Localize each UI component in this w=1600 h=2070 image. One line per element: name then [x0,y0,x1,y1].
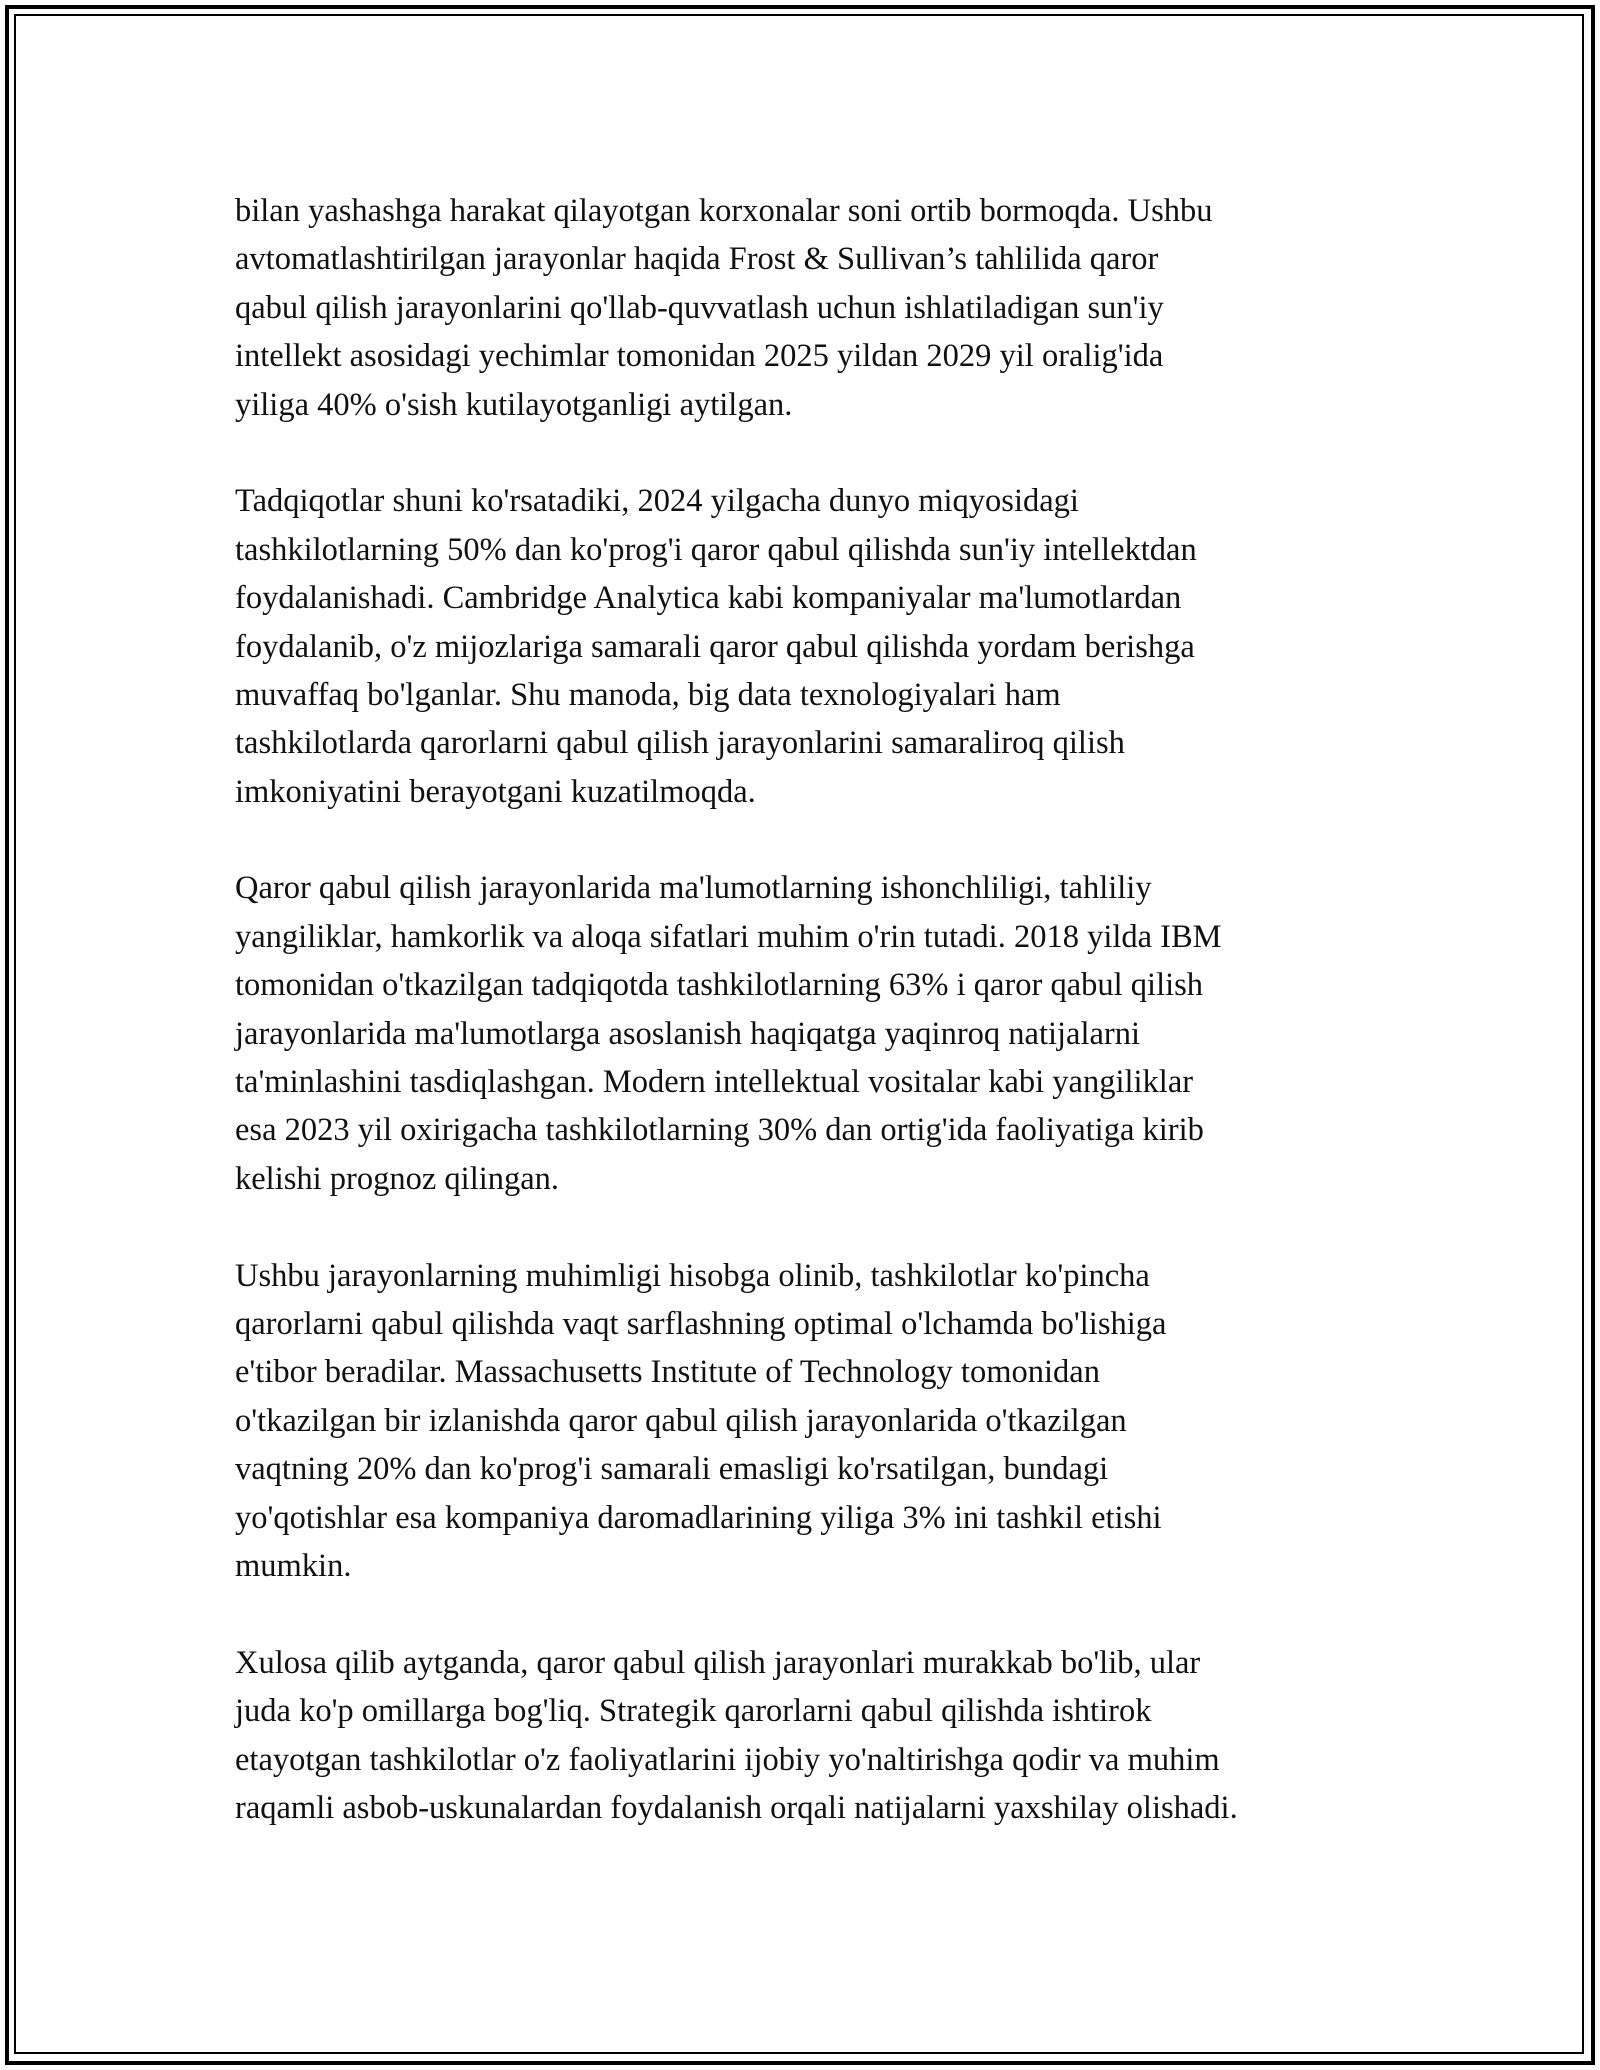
document-body [235,187,1385,1881]
text-line: Xulosa qilib aytganda, qaror qabul qilish jarayonlari murakkab bo'lib, ular [235,1644,1201,1681]
text-line: jarayonlarida ma'lumotlarga asoslanish haqiqatga yaqinroq natijalarni [235,1015,1141,1052]
text-line: vaqtning 20% dan ko'prog'i samarali emasligi ko'rsatilgan, bundagi [235,1451,1109,1488]
text-line: bilan yashashga harakat qilayotgan korxonalar soni ortib bormoqda. Ushbu [235,193,1213,229]
text-line: kelishi prognoz qilingan. [235,1160,560,1197]
text-line: qarorlarni qabul qilishda vaqt sarflashning optimal o'lchamda bo'lishiga [235,1305,1167,1342]
text-line: tashkilotlarning 50% dan ko'prog'i qaror qabul qilishda sun'iy intellektdan [235,531,1197,568]
text-line: imkoniyatini berayotgani kuzatilmoqda. [235,773,756,810]
text-line: etayotgan tashkilotlar o'z faoliyatlarini ijobiy yo'naltirishga qodir va muhim [235,1741,1220,1778]
text-line: tomonidan o'tkazilgan tadqiqotda tashkilotlarning 63% i qaror qabul qilish [235,967,1204,1004]
text-line: Ushbu jarayonlarning muhimligi hisobga olinib, tashkilotlar ko'pincha [235,1257,1150,1294]
text-line: e'tibor beradilar. Massachusetts Institute of Technology tomonidan [235,1354,1100,1391]
text-line: raqamli asbob-uskunalardan foydalanish orqali natijalarni yaxshilay olishadi. [235,1789,1238,1826]
text-line: Tadqiqotlar shuni ko'rsatadiki, 2024 yilgacha dunyo miqyosidagi [235,483,1079,520]
text-line: o'tkazilgan bir izlanishda qaror qabul qilish jarayonlarida o'tkazilgan [235,1402,1127,1439]
paragraph-1 [235,187,1385,429]
text-line: juda ko'p omillarga bog'liq. Strategik qarorlarni qabul qilishda ishtirok [235,1693,1152,1730]
text-line: tashkilotlarda qarorlarni qabul qilish jarayonlarini samaraliroq qilish [235,725,1125,762]
paragraph-5 [235,1639,1385,1833]
text-line: qabul qilish jarayonlarini qo'llab-quvvatlash uchun ishlatiladigan sun'iy [235,289,1164,326]
text-line: yo'qotishlar esa kompaniya daromadlarining yiliga 3% ini tashkil etishi [235,1499,1162,1536]
text-line: foydalanib, o'z mijozlariga samarali qaror qabul qilishda yordam berishga [235,628,1195,665]
text-line: foydalanishadi. Cambridge Analytica kabi kompaniyalar ma'lumotlardan [235,580,1182,617]
text-line: intellekt asosidagi yechimlar tomonidan 2025 yildan 2029 yil oralig'ida [235,338,1164,375]
paragraph-4 [235,1252,1385,1591]
text-line: mumkin. [235,1547,352,1584]
paragraph-3 [235,864,1385,1203]
text-line: Qaror qabul qilish jarayonlarida ma'lumotlarning ishonchliligi, tahliliy [235,870,1152,907]
text-line: ta'minlashini tasdiqlashgan. Modern intellektual vositalar kabi yangiliklar [235,1064,1194,1101]
text-line: yiliga 40% o'sish kutilayotganligi aytilgan. [235,386,793,423]
text-line: avtomatlashtirilgan jarayonlar haqida Frost & Sullivan’s tahlilida qaror [235,241,1159,278]
text-line: muvaffaq bo'lganlar. Shu manoda, big data texnologiyalari ham [235,676,1061,713]
text-line: yangiliklar, hamkorlik va aloqa sifatlari muhim o'rin tutadi. 2018 yilda IBM [235,918,1222,955]
text-line: esa 2023 yil oxirigacha tashkilotlarning 30% dan ortig'ida faoliyatiga kirib [235,1112,1204,1149]
paragraph-2 [235,477,1385,816]
